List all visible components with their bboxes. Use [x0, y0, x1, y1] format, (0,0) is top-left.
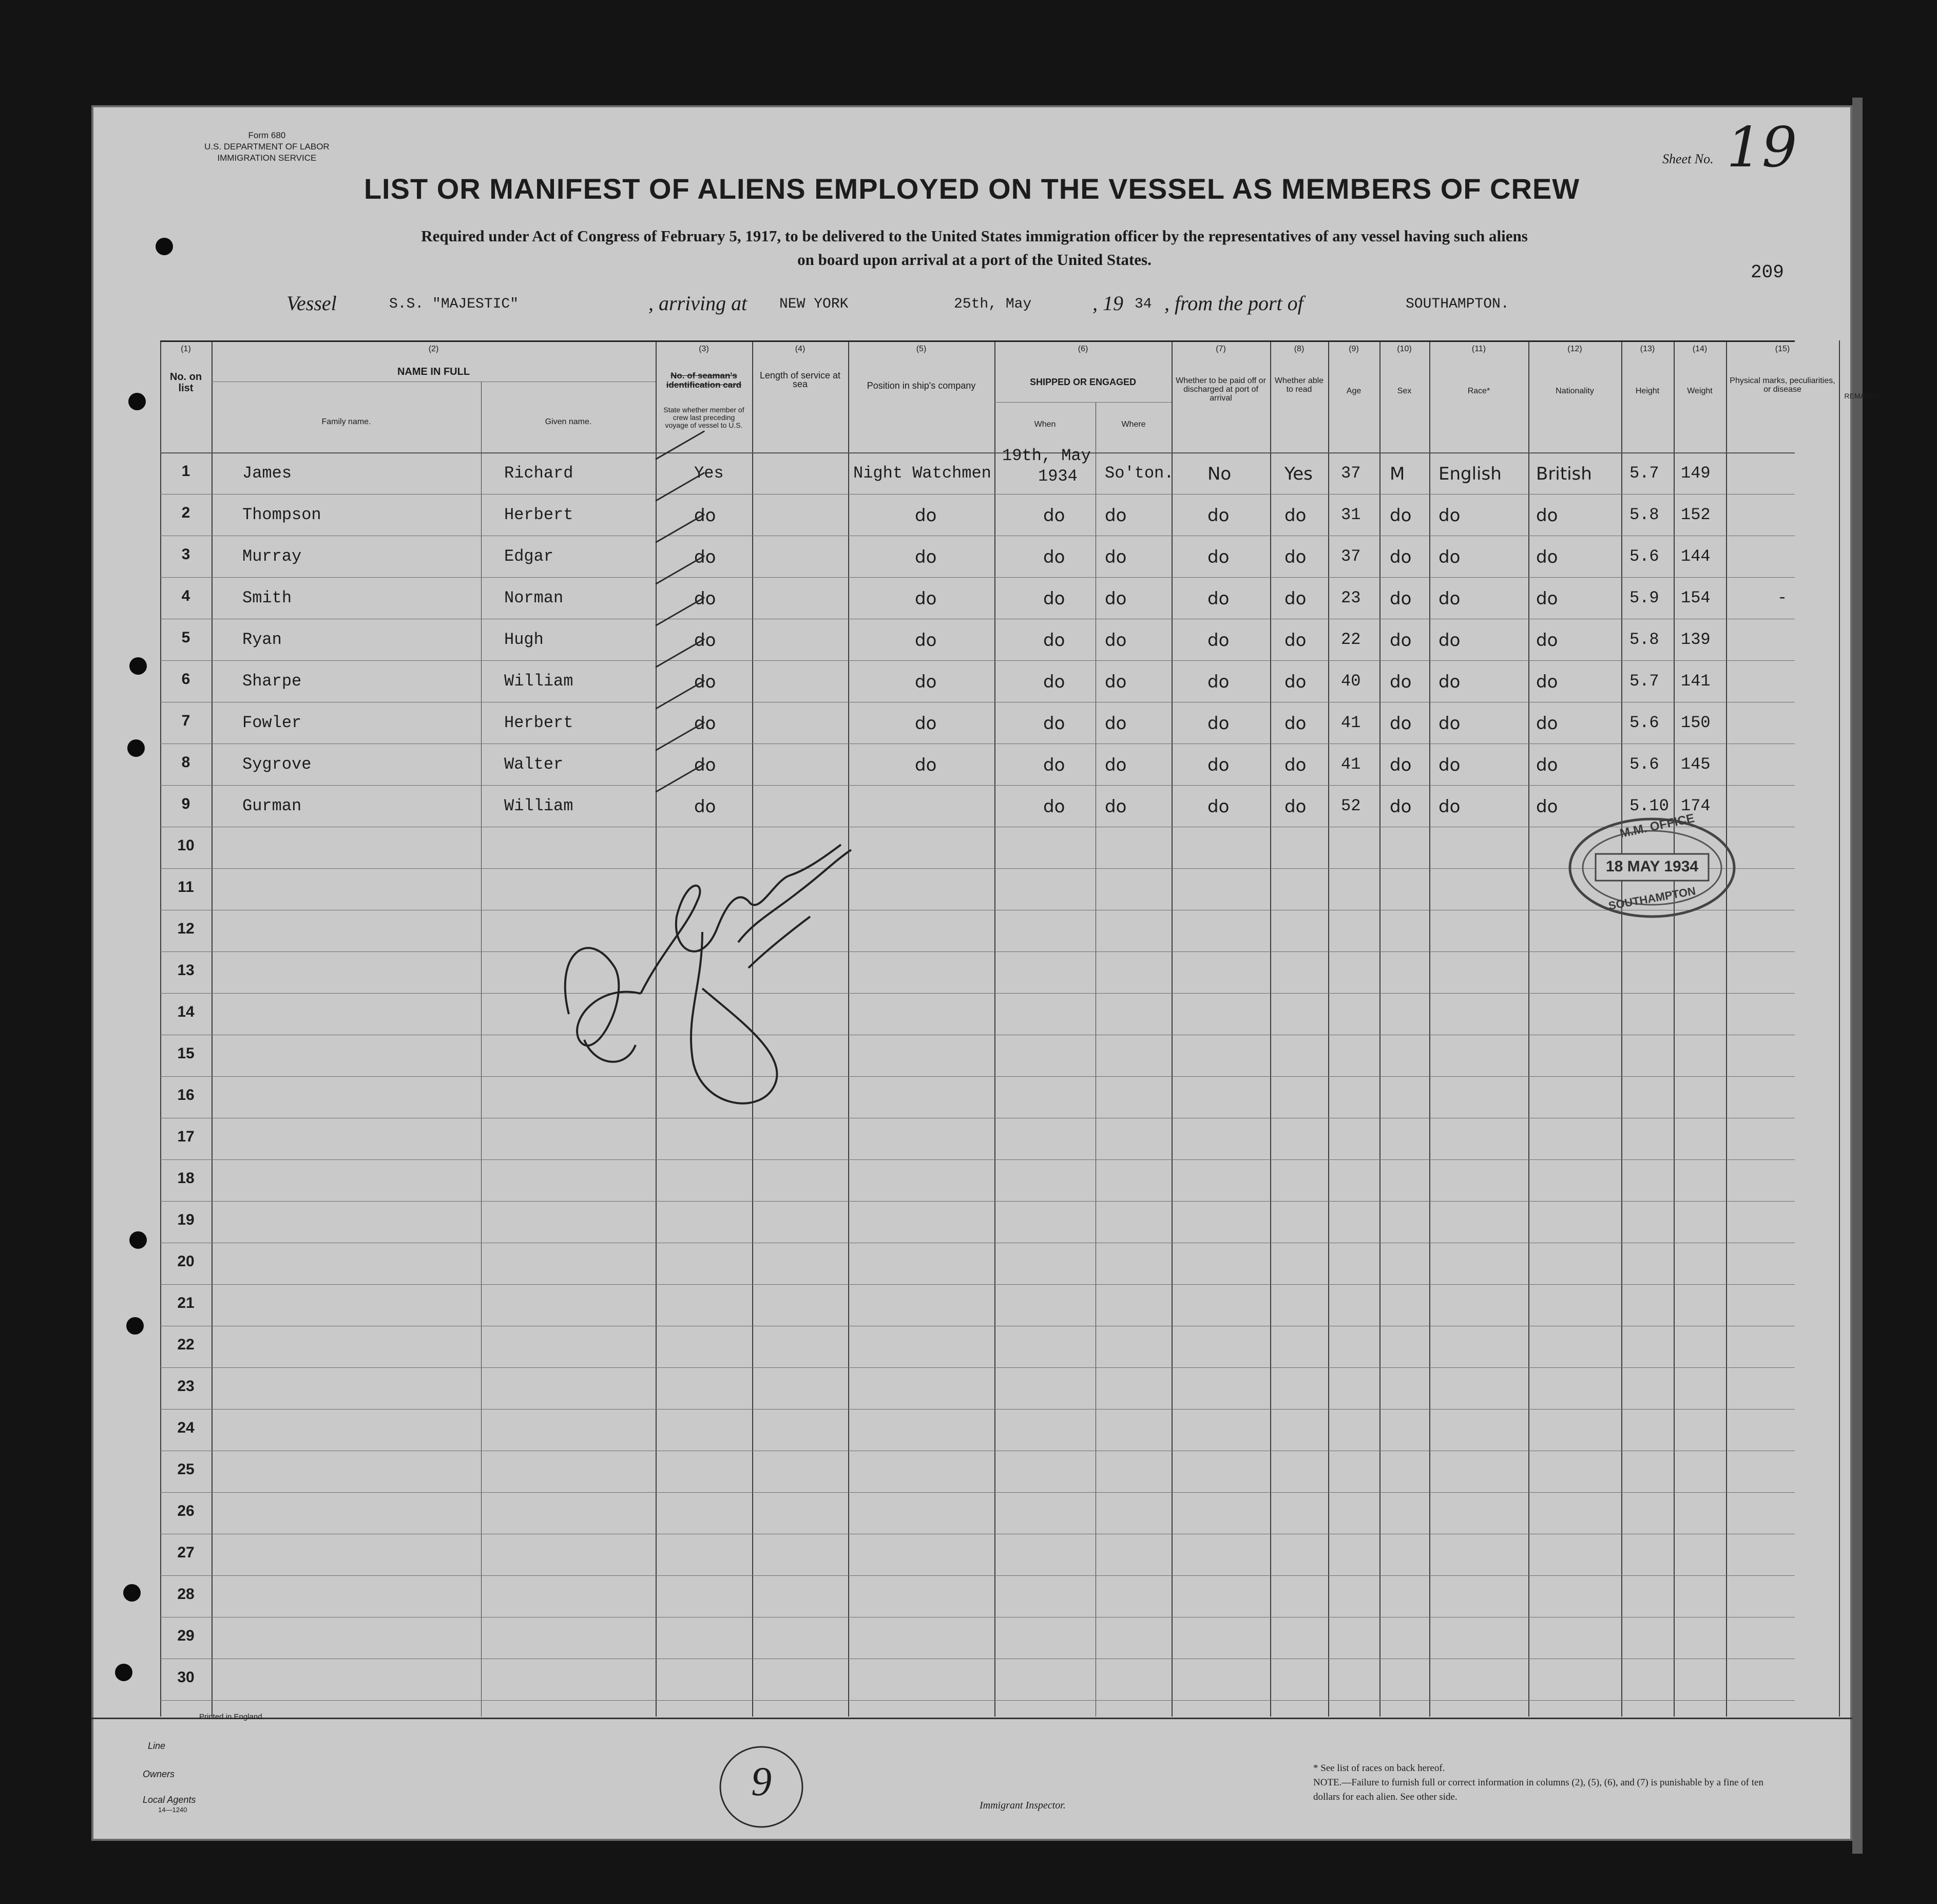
cell-family: James — [242, 464, 292, 483]
cell-family: Murray — [242, 547, 302, 566]
stamp-top-text: M.M. OFFICE — [1618, 811, 1696, 841]
header-when: When — [1034, 420, 1056, 429]
cell-sex: do — [1390, 755, 1412, 775]
col-num-3: (3) — [699, 345, 709, 353]
cell-where: do — [1105, 505, 1127, 526]
row-rule — [160, 1575, 1795, 1576]
row-rule — [160, 785, 1795, 786]
races-note: * See list of races on back hereof. — [1313, 1763, 1445, 1774]
cell-nationality: do — [1536, 755, 1558, 775]
col-num-7: (7) — [1216, 345, 1226, 353]
cell-read: Yes — [1284, 464, 1313, 484]
col-num-8: (8) — [1294, 345, 1305, 353]
punch-hole — [126, 1317, 144, 1335]
circled-page-count — [718, 1743, 805, 1831]
row-number: 3 — [181, 546, 190, 563]
cell-when1: do — [1043, 547, 1065, 567]
cell-age: 23 — [1341, 588, 1361, 607]
vessel-name: S.S. "MAJESTIC" — [389, 296, 519, 312]
cell-nationality: do — [1536, 505, 1558, 526]
cell-read: do — [1284, 630, 1307, 651]
cell-paid: do — [1207, 713, 1230, 734]
slash-mark — [655, 763, 705, 793]
penalty-note: NOTE.—Failure to furnish full or correct information in columns (2), (5), (6), and (7) is punishable by a fine of ten dollars for each alien. See other side. — [1313, 1777, 1763, 1802]
header-id-card: No. of seaman's identification card — [666, 371, 742, 390]
cell-race: do — [1439, 796, 1461, 817]
cell-position: do — [915, 588, 937, 609]
cell-family: Gurman — [242, 796, 302, 815]
cell-position: do — [915, 505, 937, 526]
cell-weight: 144 — [1681, 547, 1711, 566]
punch-hole — [156, 238, 173, 255]
cell-given: Herbert — [504, 713, 573, 732]
arriving-label: , arriving at — [648, 292, 747, 315]
cell-where: do — [1105, 796, 1127, 817]
row-rule — [160, 1076, 1795, 1077]
cell-weight: 139 — [1681, 630, 1711, 649]
cell-nationality: do — [1536, 672, 1558, 692]
cell-read: do — [1284, 547, 1307, 567]
row-number: 17 — [177, 1128, 195, 1145]
row-number: 2 — [181, 504, 190, 521]
cell-sex: do — [1390, 630, 1412, 651]
row-rule — [160, 1284, 1795, 1285]
inspector-signature — [533, 798, 861, 1212]
punch-hole — [115, 1664, 132, 1681]
cell-height: 5.6 — [1629, 755, 1659, 774]
cell-where: do — [1105, 672, 1127, 692]
cell-where: do — [1105, 713, 1127, 734]
arrival-date: 25th, May — [954, 296, 1032, 312]
row-number: 11 — [178, 879, 194, 896]
cell-age: 40 — [1341, 672, 1361, 691]
row-number: 9 — [181, 795, 190, 812]
page-subtitle — [297, 224, 1652, 272]
cell-sex: M — [1390, 464, 1405, 484]
cell-family: Ryan — [242, 630, 282, 649]
header-where: Where — [1121, 420, 1146, 429]
cell-card: do — [694, 713, 716, 734]
cell-given: Norman — [504, 588, 564, 607]
row-number: 24 — [177, 1419, 195, 1436]
cell-position: do — [915, 630, 937, 651]
row-rule — [160, 1492, 1795, 1493]
cell-height: 5.10 — [1629, 796, 1669, 815]
service-name: IMMIGRATION SERVICE — [217, 153, 317, 163]
cell-given: Herbert — [504, 505, 573, 524]
cell-family: Thompson — [242, 505, 321, 524]
col-num-9: (9) — [1349, 345, 1359, 353]
row-number: 26 — [177, 1502, 195, 1519]
cell-read: do — [1284, 505, 1307, 526]
row-rule — [160, 1367, 1795, 1368]
slash-mark — [655, 430, 705, 460]
footer-notes — [1313, 1761, 1775, 1804]
cell-weight: 141 — [1681, 672, 1711, 691]
cell-age: 52 — [1341, 796, 1361, 815]
row-number: 7 — [181, 712, 190, 729]
cell-sex: do — [1390, 713, 1412, 734]
cell-read: do — [1284, 796, 1307, 817]
cell-race: do — [1439, 755, 1461, 775]
cell-family: Sygrove — [242, 755, 312, 774]
header-race: Race* — [1467, 387, 1490, 395]
header-position: Position in ship's company — [867, 380, 976, 391]
cell-paid: do — [1207, 796, 1230, 817]
cell-position: do — [915, 713, 937, 734]
header-age: Age — [1346, 387, 1361, 395]
row-number: 15 — [177, 1045, 195, 1062]
cell-paid: do — [1207, 505, 1230, 526]
sheet-label: Sheet No. — [1662, 151, 1714, 166]
cell-position: do — [915, 755, 937, 775]
office-stamp — [1565, 809, 1739, 929]
cell-weight: 154 — [1681, 588, 1711, 607]
row-rule — [160, 1201, 1795, 1202]
cell-paid: No — [1207, 464, 1232, 484]
punch-hole — [129, 657, 147, 675]
col-num-13: (13) — [1640, 345, 1655, 353]
row-number: 30 — [177, 1669, 195, 1686]
cell-read: do — [1284, 755, 1307, 775]
owners-label: Owners — [143, 1769, 175, 1779]
header-paid-off: Whether to be paid off or discharged at port of arrival — [1176, 376, 1266, 403]
manifest-sheet — [91, 105, 1880, 1841]
year-prefix: , 19 — [1092, 292, 1123, 315]
cell-height: 5.6 — [1629, 547, 1659, 566]
cell-paid: do — [1207, 630, 1230, 651]
cell-height: 5.6 — [1629, 713, 1659, 732]
header-physical-marks: Physical marks, peculiarities, or disease — [1730, 376, 1835, 394]
cell-read: do — [1284, 672, 1307, 692]
page-title: LIST OR MANIFEST OF ALIENS EMPLOYED ON THE VESSEL AS MEMBERS OF CREW — [363, 173, 1580, 205]
cell-given: Hugh — [504, 630, 544, 649]
row-number: 8 — [181, 754, 190, 771]
cell-nationality: do — [1536, 588, 1558, 609]
from-label: , from the port of — [1164, 292, 1303, 315]
cell-when1: 19th, May — [1002, 446, 1091, 465]
header-given-name: Given name. — [545, 417, 592, 426]
agents-code: 14—1240 — [158, 1806, 187, 1814]
row-number: 23 — [177, 1378, 195, 1395]
sheet-number: 19 — [1727, 116, 1797, 180]
cell-nationality: do — [1536, 547, 1558, 567]
cell-read: do — [1284, 588, 1307, 609]
cell-position: Night Watchmen — [853, 464, 991, 483]
cell-family: Smith — [242, 588, 292, 607]
cell-when1: do — [1043, 755, 1065, 775]
cell-card: do — [694, 547, 716, 567]
cell-given: William — [504, 796, 573, 815]
stamp-date: 18 MAY 1934 — [1605, 858, 1699, 875]
slash-mark — [655, 597, 705, 626]
row-number: 16 — [177, 1087, 195, 1103]
cell-race: do — [1439, 505, 1461, 526]
punch-hole — [127, 739, 145, 757]
cell-where: So'ton. — [1105, 464, 1174, 483]
col-num-11: (11) — [1471, 345, 1486, 353]
header-name-in-full: NAME IN FULL — [397, 366, 470, 377]
row-rule — [160, 951, 1795, 952]
cell-race: do — [1439, 672, 1461, 692]
cell-sex: do — [1390, 588, 1412, 609]
row-number: 21 — [177, 1294, 195, 1311]
cell-age: 31 — [1341, 505, 1361, 524]
cell-card: do — [694, 755, 716, 775]
departure-port: SOUTHAMPTON. — [1406, 296, 1509, 312]
cell-nationality: do — [1536, 796, 1558, 817]
form-header — [204, 130, 330, 164]
cell-when1: do — [1043, 588, 1065, 609]
row-number: 5 — [181, 629, 190, 646]
cell-card: do — [694, 505, 716, 526]
cell-weight: 152 — [1681, 505, 1711, 524]
cell-position: do — [915, 547, 937, 567]
col-num-12: (12) — [1567, 345, 1582, 353]
header-nationality: Nationality — [1556, 387, 1594, 395]
cell-position: do — [915, 672, 937, 692]
col-num-2: (2) — [428, 345, 439, 353]
cell-age: 41 — [1341, 713, 1361, 732]
cell-paid: do — [1207, 547, 1230, 567]
col-num-10: (10) — [1397, 345, 1412, 353]
col-num-15: (15) — [1775, 345, 1790, 353]
cell-height: 5.9 — [1629, 588, 1659, 607]
cell-read: do — [1284, 713, 1307, 734]
cell-when1: do — [1043, 672, 1065, 692]
slash-mark — [655, 472, 705, 502]
cell-when1: do — [1043, 796, 1065, 817]
form-number: Form 680 — [248, 130, 286, 140]
cell-given: William — [504, 672, 573, 691]
cell-paid: do — [1207, 755, 1230, 775]
header-length-of-service: Length of service at sea — [759, 370, 841, 389]
cell-family: Fowler — [242, 713, 302, 732]
header-height: Height — [1635, 387, 1660, 395]
cell-race: do — [1439, 588, 1461, 609]
vessel-label: Vessel — [286, 292, 337, 315]
cell-sex: do — [1390, 505, 1412, 526]
cell-height: 5.7 — [1629, 464, 1659, 483]
cell-where: do — [1105, 588, 1127, 609]
cell-height: 5.8 — [1629, 505, 1659, 524]
header-able-to-read: Whether able to read — [1274, 376, 1324, 394]
cell-race: do — [1439, 713, 1461, 734]
cell-height: 5.7 — [1629, 672, 1659, 691]
row-rule — [160, 452, 1795, 453]
row-rule — [160, 993, 1795, 994]
row-number: 18 — [177, 1170, 195, 1187]
stamp-bottom-text: SOUTHAMPTON — [1607, 884, 1697, 912]
slash-mark — [655, 680, 705, 710]
row-number: 20 — [177, 1253, 195, 1270]
cell-given: Richard — [504, 464, 573, 483]
cell-weight: 149 — [1681, 464, 1711, 483]
cell-where: do — [1105, 630, 1127, 651]
punch-hole — [128, 393, 146, 410]
cell-paid: do — [1207, 672, 1230, 692]
cell-race: do — [1439, 630, 1461, 651]
cell-card: do — [694, 796, 716, 817]
row-number: 12 — [177, 920, 195, 937]
cell-age: 37 — [1341, 464, 1361, 483]
header-shipped-or-engaged: SHIPPED OR ENGAGED — [1029, 377, 1137, 387]
row-number: 1 — [181, 463, 190, 480]
slash-mark — [655, 513, 705, 543]
sheet-edge — [1852, 98, 1863, 1854]
cell-weight: 145 — [1681, 755, 1711, 774]
arriving-port: NEW YORK — [779, 296, 849, 312]
cell-when1: do — [1043, 630, 1065, 651]
row-number: 28 — [177, 1586, 195, 1603]
slash-mark — [655, 638, 705, 668]
cell-family: Sharpe — [242, 672, 302, 691]
cell-sex: do — [1390, 672, 1412, 692]
cell-where: do — [1105, 755, 1127, 775]
cell-weight: 150 — [1681, 713, 1711, 732]
row-rule — [160, 660, 1795, 661]
row-number: 10 — [177, 837, 195, 854]
header-id-card-note: State whether member of crew last preceding voyage of vessel to U.S. — [663, 406, 744, 429]
row-number: 29 — [177, 1627, 195, 1644]
col-num-14: (14) — [1692, 345, 1708, 353]
col-num-6: (6) — [1078, 345, 1088, 353]
inspector-label: Immigrant Inspector. — [980, 1800, 1066, 1811]
line-label: Line — [148, 1741, 166, 1751]
cell-card: do — [694, 588, 716, 609]
cell-weight: 174 — [1681, 796, 1711, 815]
cell-when1: do — [1043, 505, 1065, 526]
row-rule — [160, 577, 1795, 578]
printed-in: Printed in England. — [199, 1712, 264, 1721]
cell-when1: do — [1043, 713, 1065, 734]
row-number: 4 — [181, 587, 190, 604]
slash-mark — [655, 721, 705, 751]
header-sex: Sex — [1397, 387, 1412, 395]
punch-hole — [123, 1584, 141, 1602]
local-agents-label: Local Agents — [143, 1795, 196, 1805]
cell-nationality: do — [1536, 630, 1558, 651]
row-number: 27 — [177, 1544, 195, 1561]
header-no-on-list: No. on list — [169, 371, 202, 394]
cell-race: English — [1439, 464, 1502, 484]
cell-height: 5.8 — [1629, 630, 1659, 649]
header-family-name: Family name. — [321, 417, 371, 426]
subtitle-line-2: on board upon arrival at a port of the United States. — [797, 251, 1152, 269]
cell-nationality: do — [1536, 713, 1558, 734]
cell-sex: do — [1390, 547, 1412, 567]
cell-marks: - — [1777, 588, 1788, 607]
corner-number: 209 — [1751, 262, 1784, 283]
header-remarks: REMARKS — [1844, 392, 1880, 400]
punch-hole — [129, 1231, 147, 1249]
year-suffix: 34 — [1135, 296, 1152, 312]
row-number: 19 — [177, 1211, 195, 1228]
row-number: 22 — [177, 1336, 195, 1353]
row-number: 13 — [177, 962, 195, 979]
department-name: U.S. DEPARTMENT OF LABOR — [204, 142, 330, 151]
col-num-4: (4) — [795, 345, 806, 353]
col-num-1: (1) — [181, 345, 191, 353]
header-weight: Weight — [1687, 387, 1713, 395]
cell-given: Walter — [504, 755, 564, 774]
cell-nationality: British — [1536, 464, 1592, 484]
cell-paid: do — [1207, 588, 1230, 609]
cell-card: Yes — [694, 464, 724, 483]
cell-sex: do — [1390, 796, 1412, 817]
row-rule — [160, 1409, 1795, 1410]
cell-where: do — [1105, 547, 1127, 567]
row-number: 14 — [177, 1003, 195, 1020]
cell-when-year: 1934 — [1038, 467, 1078, 486]
circled-number: 9 — [751, 1759, 772, 1804]
row-number: 25 — [177, 1461, 195, 1478]
cell-age: 41 — [1341, 755, 1361, 774]
cell-age: 22 — [1341, 630, 1361, 649]
cell-card: do — [694, 672, 716, 692]
row-rule — [160, 1700, 1795, 1701]
col-num-5: (5) — [916, 345, 927, 353]
crew-table — [160, 340, 1880, 1717]
cell-race: do — [1439, 547, 1461, 567]
row-number: 6 — [181, 671, 190, 688]
cell-card: do — [694, 630, 716, 651]
cell-age: 37 — [1341, 547, 1361, 566]
slash-mark — [655, 555, 705, 585]
row-rule — [160, 868, 1795, 869]
subtitle-line-1: Required under Act of Congress of February 5, 1917, to be delivered to the United States immigration officer by the representatives of any vessel having such aliens — [421, 227, 1528, 245]
row-rule — [160, 1159, 1795, 1160]
cell-given: Edgar — [504, 547, 554, 566]
